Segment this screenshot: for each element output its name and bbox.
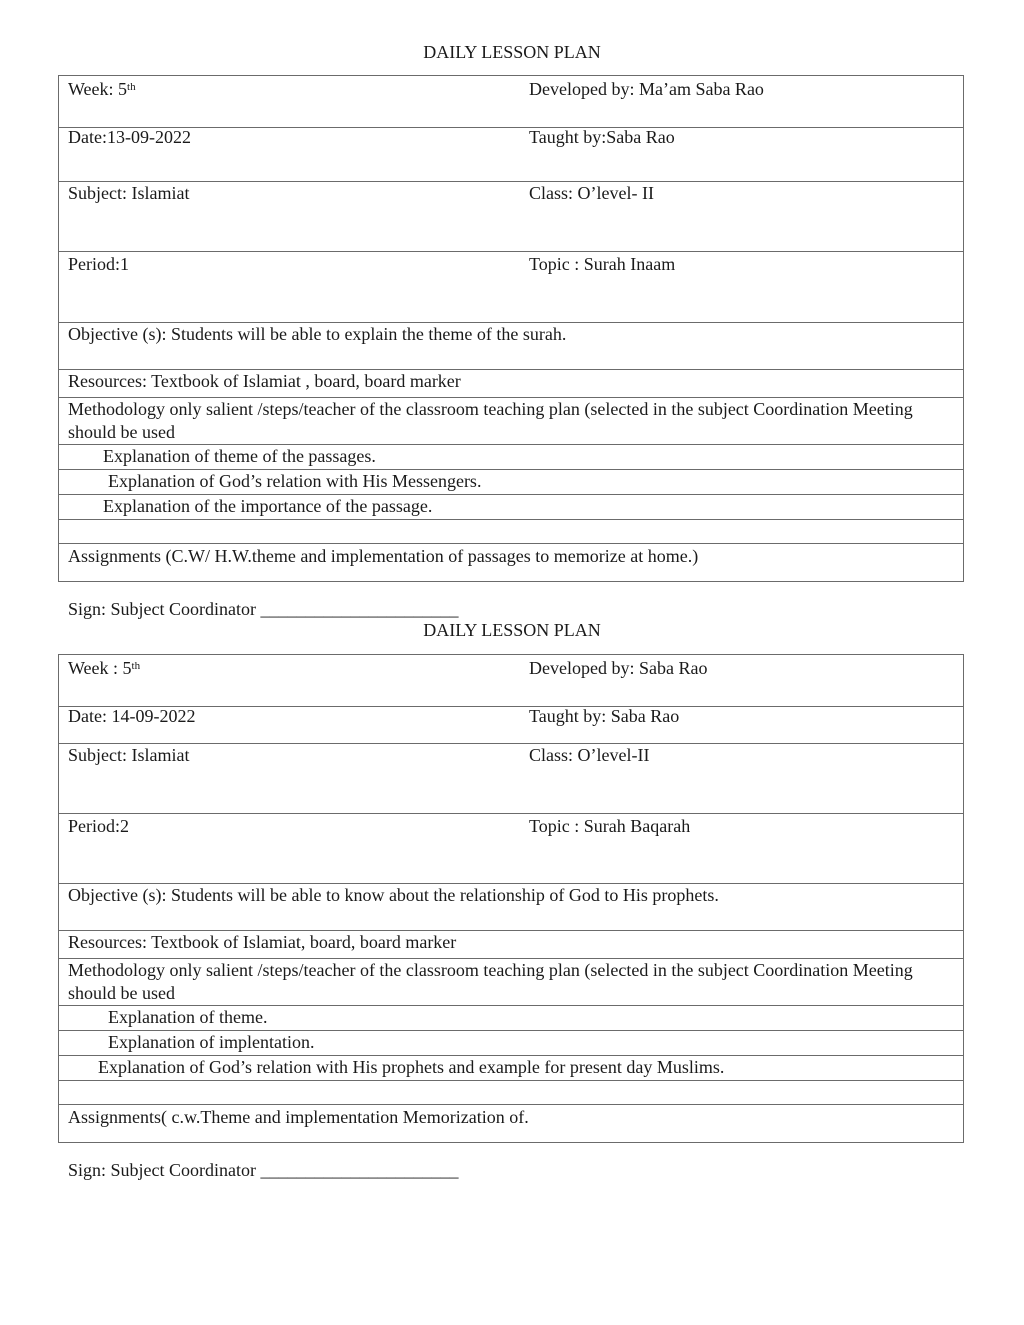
plan-1-date: Date:13-09-2022 (68, 127, 191, 147)
plan-1-step-2: Explanation of God’s relation with His Messengers. (108, 471, 482, 491)
plan-1-row-step-1 (59, 445, 963, 470)
plan-1-row-methodology (59, 398, 963, 445)
plan-1-assignments: Assignments (C.W/ H.W.theme and implementation of passages to memorize at home.) (68, 546, 699, 566)
plan-2-row-empty (59, 1081, 963, 1105)
plan-2-step-1: Explanation of theme. (108, 1007, 268, 1027)
plan-2-title: DAILY LESSON PLAN (423, 620, 601, 640)
plan-1-row-resources (59, 370, 963, 398)
plan-1-period: Period:1 (68, 254, 129, 274)
plan-2-subject: Subject: Islamiat (68, 745, 190, 765)
plan-1-objective: Objective (s): Students will be able to explain the theme of the surah. (68, 324, 567, 344)
plan-1-row-week (59, 76, 963, 128)
plan-2-step-2: Explanation of implentation. (108, 1032, 315, 1052)
plan-1-subject: Subject: Islamiat (68, 183, 190, 203)
plan-1-taught-by: Taught by:Saba Rao (529, 127, 675, 147)
plan-2-assignments: Assignments( c.w.Theme and implementation Memorization of. (68, 1107, 529, 1127)
plan-1-topic: Topic : Surah Inaam (529, 254, 676, 274)
plan-1-step-3: Explanation of the importance of the passage. (103, 496, 433, 516)
plan-2-signature-line: Sign: Subject Coordinator ______________________ (68, 1160, 459, 1180)
plan-1-row-assignments (59, 544, 963, 581)
plan-1-table (58, 75, 964, 582)
plan-2-row-week (59, 655, 963, 707)
plan-1-row-period (59, 252, 963, 323)
plan-2-week: Week : 5th (68, 658, 141, 678)
plan-2-row-resources (59, 931, 963, 959)
plan-2-row-date (59, 707, 963, 744)
plan-1-title: DAILY LESSON PLAN (423, 42, 601, 62)
plan-2-row-objective (59, 884, 963, 931)
plan-2-developed-by: Developed by: Saba Rao (529, 658, 708, 678)
plan-1-signature-line: Sign: Subject Coordinator ______________________ (68, 599, 459, 619)
plan-2-step-3: Explanation of God’s relation with His prophets and example for present day Muslims. (98, 1057, 725, 1077)
plan-2-resources: Resources: Textbook of Islamiat, board, board marker (68, 932, 457, 952)
plan-2-class: Class: O’level-II (529, 745, 650, 765)
plan-1-resources: Resources: Textbook of Islamiat , board, board marker (68, 371, 461, 391)
plan-1-week: Week: 5th (68, 79, 136, 99)
plan-2-date: Date: 14-09-2022 (68, 706, 196, 726)
plan-2-table (58, 654, 964, 1143)
plan-2-period: Period:2 (68, 816, 129, 836)
plan-1-row-date (59, 128, 963, 182)
plan-2-objective: Objective (s): Students will be able to know about the relationship of God to His prophets. (68, 885, 719, 905)
plan-2-row-methodology (59, 959, 963, 1006)
plan-2-row-period (59, 814, 963, 884)
plan-2-methodology: Methodology only salient /steps/teacher of the classroom teaching plan (selected in the subject Coordination Meeting should be used (68, 960, 913, 1003)
plan-1-row-subject (59, 182, 963, 252)
plan-2-taught-by: Taught by: Saba Rao (529, 706, 680, 726)
plan-2-row-step-3 (59, 1056, 963, 1081)
plan-2-row-subject (59, 744, 963, 814)
plan-2-row-assignments (59, 1105, 963, 1142)
plan-1-methodology: Methodology only salient /steps/teacher of the classroom teaching plan (selected in the subject Coordination Meeting should be used (68, 399, 913, 442)
plan-1-row-objective (59, 323, 963, 370)
plan-1-row-step-2 (59, 470, 963, 495)
plan-1-developed-by: Developed by: Ma’am Saba Rao (529, 79, 764, 99)
plan-1-row-step-3 (59, 495, 963, 520)
plan-1-class: Class: O’level- II (529, 183, 654, 203)
plan-1-row-empty (59, 520, 963, 544)
plan-2-topic: Topic : Surah Baqarah (529, 816, 691, 836)
plan-2-row-step-1 (59, 1006, 963, 1031)
plan-2-row-step-2 (59, 1031, 963, 1056)
plan-1-step-1: Explanation of theme of the passages. (103, 446, 376, 466)
